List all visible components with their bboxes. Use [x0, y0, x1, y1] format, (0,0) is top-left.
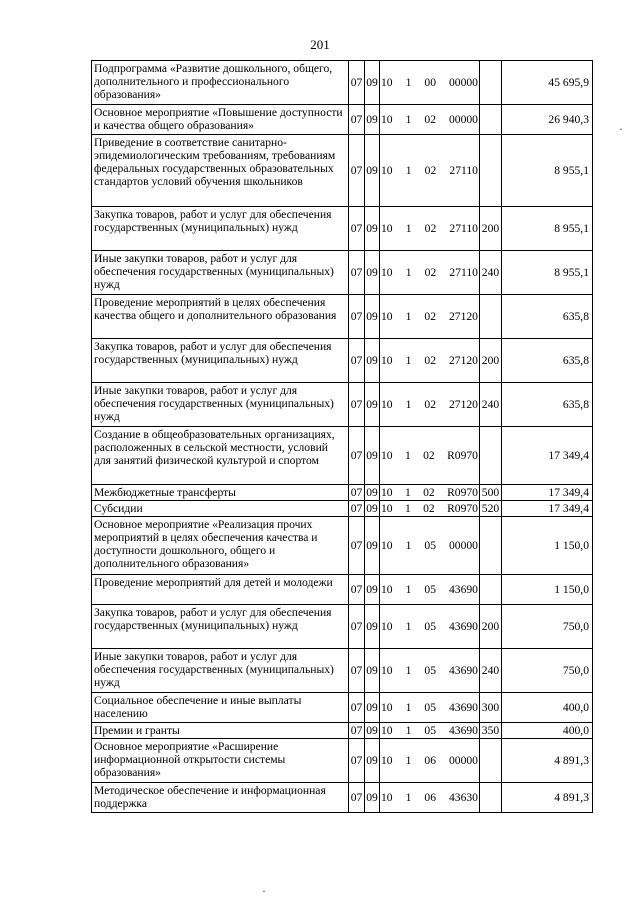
row-subsection: 09	[365, 135, 380, 207]
table-row	[92, 207, 593, 251]
row-target-article	[380, 723, 480, 739]
row-name: Проведение мероприятий для детей и молодежи	[92, 575, 349, 605]
target-article-part: 1	[405, 754, 412, 767]
row-section: 07	[349, 605, 365, 649]
target-article-part: 02	[423, 449, 435, 462]
table-row	[92, 61, 593, 105]
target-article-part: 10	[381, 486, 393, 499]
target-article-part: R0970	[447, 486, 478, 499]
row-subsection: 09	[365, 739, 380, 783]
row-sum: 635,8	[502, 295, 593, 339]
target-article-part: 1	[405, 539, 412, 552]
target-article-part: 10	[381, 222, 393, 235]
row-sum: 4 891,3	[502, 739, 593, 783]
target-article-part: 05	[424, 664, 436, 677]
row-section: 07	[349, 61, 365, 105]
table-row	[92, 739, 593, 783]
row-sum: 45 695,9	[502, 61, 593, 105]
scan-dot: ·	[262, 884, 266, 898]
row-sum: 1 150,0	[502, 517, 593, 575]
row-section: 07	[349, 427, 365, 485]
target-article-part: 27110	[449, 266, 478, 279]
row-expense-type: 350	[480, 723, 502, 739]
row-expense-type: 520	[480, 501, 502, 517]
row-target-article	[380, 383, 480, 427]
target-article-part: 1	[405, 76, 412, 89]
target-article-part: 43690	[448, 583, 478, 596]
row-sum: 17 349,4	[502, 501, 593, 517]
table-row	[92, 783, 593, 813]
target-article-part: 05	[424, 620, 436, 633]
target-article-part: 10	[381, 113, 393, 126]
row-subsection: 09	[365, 605, 380, 649]
row-target-article	[380, 605, 480, 649]
row-subsection: 09	[365, 61, 380, 105]
table-row	[92, 517, 593, 575]
row-name: Основное мероприятие «Повышение доступности и качества общего образования»	[92, 105, 349, 135]
table-row	[92, 501, 593, 517]
target-article-part: R0970	[447, 502, 478, 515]
row-name: Премии и гранты	[92, 723, 349, 739]
row-name: Субсидии	[92, 501, 349, 517]
target-article-part: 02	[423, 502, 435, 515]
row-name: Проведение мероприятий в целях обеспечения качества общего и дополнительного образования	[92, 295, 349, 339]
row-sum: 17 349,4	[502, 427, 593, 485]
target-article-part: 1	[405, 724, 412, 737]
table-row	[92, 575, 593, 605]
target-article-part: 10	[381, 502, 393, 515]
row-name: Подпрограмма «Развитие дошкольного, общего, дополнительного и профессионального образования»	[92, 61, 349, 105]
target-article-part: 10	[381, 664, 393, 677]
target-article-part: 10	[381, 310, 393, 323]
row-target-article	[380, 501, 480, 517]
target-article-part: 1	[404, 502, 411, 515]
target-article-part: 10	[381, 398, 393, 411]
row-sum: 400,0	[502, 693, 593, 723]
table-row	[92, 427, 593, 485]
row-section: 07	[349, 575, 365, 605]
row-sum: 1 150,0	[502, 575, 593, 605]
budget-table-body	[92, 61, 593, 813]
target-article-part: 10	[381, 583, 393, 596]
target-article-part: 43690	[448, 620, 478, 633]
page-number: 201	[310, 37, 330, 52]
target-article-part: 02	[423, 486, 435, 499]
target-article-part: 06	[424, 754, 436, 767]
target-article-part: 1	[404, 486, 411, 499]
row-expense-type: 240	[480, 649, 502, 693]
target-article-part: 02	[424, 113, 436, 126]
table-row	[92, 605, 593, 649]
target-article-part: 27110	[449, 222, 478, 235]
row-subsection: 09	[365, 427, 380, 485]
row-target-article	[380, 649, 480, 693]
row-sum: 4 891,3	[502, 783, 593, 813]
target-article-part: 43630	[448, 791, 478, 804]
row-subsection: 09	[365, 693, 380, 723]
row-name: Закупка товаров, работ и услуг для обеспечения государственных (муниципальных) нужд	[92, 339, 349, 383]
row-sum: 750,0	[502, 649, 593, 693]
target-article-part: 1	[405, 354, 412, 367]
row-section: 07	[349, 383, 365, 427]
target-article-part: 00000	[448, 539, 478, 552]
row-name: Социальное обеспечение и иные выплаты населению	[92, 693, 349, 723]
row-name: Методическое обеспечение и информационная поддержка	[92, 783, 349, 813]
target-article-part: 05	[424, 701, 436, 714]
row-target-article	[380, 61, 480, 105]
table-row	[92, 723, 593, 739]
row-target-article	[380, 517, 480, 575]
target-article-part: 05	[424, 583, 436, 596]
table-row	[92, 105, 593, 135]
target-article-part: 10	[381, 449, 393, 462]
row-expense-type	[480, 61, 502, 105]
row-expense-type	[480, 739, 502, 783]
row-target-article	[380, 783, 480, 813]
target-article-part: 10	[381, 266, 393, 279]
target-article-part: 27120	[448, 310, 478, 323]
row-target-article	[380, 207, 480, 251]
row-section: 07	[349, 649, 365, 693]
row-expense-type	[480, 575, 502, 605]
row-section: 07	[349, 723, 365, 739]
row-subsection: 09	[365, 251, 380, 295]
target-article-part: 10	[381, 164, 393, 177]
scan-mark: ·	[619, 122, 623, 136]
row-name: Иные закупки товаров, работ и услуг для обеспечения государственных (муниципальных) нужд	[92, 649, 349, 693]
budget-table	[91, 60, 593, 813]
row-name: Иные закупки товаров, работ и услуг для обеспечения государственных (муниципальных) нужд	[92, 383, 349, 427]
table-row	[92, 295, 593, 339]
row-subsection: 09	[366, 502, 378, 515]
row-section: 07	[349, 339, 365, 383]
target-article-part: 27120	[448, 354, 478, 367]
row-target-article	[380, 251, 480, 295]
row-expense-type	[480, 427, 502, 485]
row-expense-type: 500	[480, 485, 502, 501]
row-subsection: 09	[365, 649, 380, 693]
row-subsection: 09	[365, 575, 380, 605]
row-subsection: 09	[365, 383, 380, 427]
row-target-article	[380, 427, 480, 485]
row-subsection: 09	[365, 517, 380, 575]
target-article-part: 27110	[449, 164, 478, 177]
row-sum: 635,8	[502, 339, 593, 383]
row-subsection: 09	[366, 486, 378, 499]
row-section: 07	[349, 693, 365, 723]
row-name: Основное мероприятие «Реализация прочих мероприятий в целях обеспечения качества и доступности дошкольного, общего и дополнительного образования»	[92, 517, 349, 575]
row-section: 07	[349, 517, 365, 575]
row-expense-type	[480, 295, 502, 339]
row-expense-type	[480, 135, 502, 207]
target-article-part: 1	[405, 310, 412, 323]
row-section: 07	[349, 485, 365, 501]
target-article-part: 10	[381, 76, 393, 89]
row-sum: 8 955,1	[502, 251, 593, 295]
target-article-part: 10	[381, 724, 393, 737]
target-article-part: 00000	[448, 754, 478, 767]
table-row	[92, 383, 593, 427]
target-article-part: 10	[381, 701, 393, 714]
target-article-part: 10	[381, 539, 393, 552]
table-row	[92, 135, 593, 207]
target-article-part: 1	[404, 449, 411, 462]
row-expense-type: 240	[480, 383, 502, 427]
row-subsection: 09	[365, 207, 380, 251]
row-section: 07	[349, 207, 365, 251]
target-article-part: 06	[424, 791, 436, 804]
row-sum: 17 349,4	[502, 485, 593, 501]
target-article-part: 1	[405, 791, 412, 804]
row-name: Приведение в соответствие санитарно-эпидемиологическим требованиям, требованиям федеральных государственных образовательных стандартов условий обучения школьников	[92, 135, 349, 207]
target-article-part: 05	[424, 539, 436, 552]
target-article-part: 10	[381, 791, 393, 804]
table-row	[92, 485, 593, 501]
row-name: Закупка товаров, работ и услуг для обеспечения государственных (муниципальных) нужд	[92, 605, 349, 649]
target-article-part: 10	[381, 354, 393, 367]
target-article-part: 02	[424, 164, 437, 177]
row-target-article	[380, 339, 480, 383]
target-article-part: 1	[405, 620, 412, 633]
row-name: Создание в общеобразовательных организациях, расположенных в сельской местности, условий для занятий физической культурой и спортом	[92, 427, 349, 485]
row-section: 07	[349, 295, 365, 339]
table-row	[92, 649, 593, 693]
row-target-article	[380, 739, 480, 783]
target-article-part: 00	[424, 76, 436, 89]
target-article-part: 1	[405, 113, 412, 126]
row-expense-type: 200	[480, 605, 502, 649]
target-article-part: 00000	[448, 76, 478, 89]
row-name: Основное мероприятие «Расширение информационной открытости системы образования»	[92, 739, 349, 783]
target-article-part: 02	[424, 222, 437, 235]
row-target-article	[380, 575, 480, 605]
row-section: 07	[349, 105, 365, 135]
row-subsection: 09	[365, 295, 380, 339]
table-row	[92, 339, 593, 383]
target-article-part: 1	[405, 266, 412, 279]
row-target-article	[380, 485, 480, 501]
row-subsection: 09	[366, 724, 378, 737]
row-subsection: 09	[365, 105, 380, 135]
row-sum: 750,0	[502, 605, 593, 649]
row-expense-type: 200	[480, 207, 502, 251]
row-target-article	[380, 295, 480, 339]
target-article-part: 1	[405, 664, 412, 677]
row-section: 07	[349, 501, 365, 517]
target-article-part: 43690	[448, 664, 478, 677]
target-article-part: 1	[405, 583, 412, 596]
target-article-part: 02	[424, 310, 436, 323]
target-article-part: 05	[424, 724, 436, 737]
row-expense-type: 240	[480, 251, 502, 295]
row-subsection: 09	[365, 339, 380, 383]
target-article-part: 10	[381, 754, 393, 767]
row-section: 07	[349, 783, 365, 813]
target-article-part: 43690	[448, 724, 478, 737]
target-article-part: 1	[405, 222, 412, 235]
row-name: Иные закупки товаров, работ и услуг для обеспечения государственных (муниципальных) нужд	[92, 251, 349, 295]
row-sum: 8 955,1	[502, 207, 593, 251]
table-row	[92, 251, 593, 295]
row-sum: 400,0	[502, 723, 593, 739]
row-expense-type: 300	[480, 693, 502, 723]
row-sum: 26 940,3	[502, 105, 593, 135]
target-article-part: 43690	[448, 701, 478, 714]
row-target-article	[380, 693, 480, 723]
target-article-part: 1	[405, 398, 412, 411]
row-sum: 635,8	[502, 383, 593, 427]
row-target-article	[380, 135, 480, 207]
row-name: Межбюджетные трансферты	[92, 485, 349, 501]
row-subsection: 09	[365, 783, 380, 813]
target-article-part: 27120	[448, 398, 478, 411]
table-row	[92, 693, 593, 723]
target-article-part: 02	[424, 398, 436, 411]
target-article-part: 10	[381, 620, 393, 633]
row-sum: 8 955,1	[502, 135, 593, 207]
target-article-part: 1	[405, 701, 412, 714]
row-expense-type: 200	[480, 339, 502, 383]
row-target-article	[380, 105, 480, 135]
row-section: 07	[349, 135, 365, 207]
target-article-part: 1	[405, 164, 412, 177]
row-expense-type	[480, 517, 502, 575]
row-section: 07	[349, 739, 365, 783]
row-section: 07	[349, 251, 365, 295]
row-expense-type	[480, 783, 502, 813]
target-article-part: 02	[424, 266, 437, 279]
target-article-part: 02	[424, 354, 436, 367]
row-name: Закупка товаров, работ и услуг для обеспечения государственных (муниципальных) нужд	[92, 207, 349, 251]
row-expense-type	[480, 105, 502, 135]
target-article-part: R0970	[447, 449, 478, 462]
target-article-part: 00000	[448, 113, 478, 126]
